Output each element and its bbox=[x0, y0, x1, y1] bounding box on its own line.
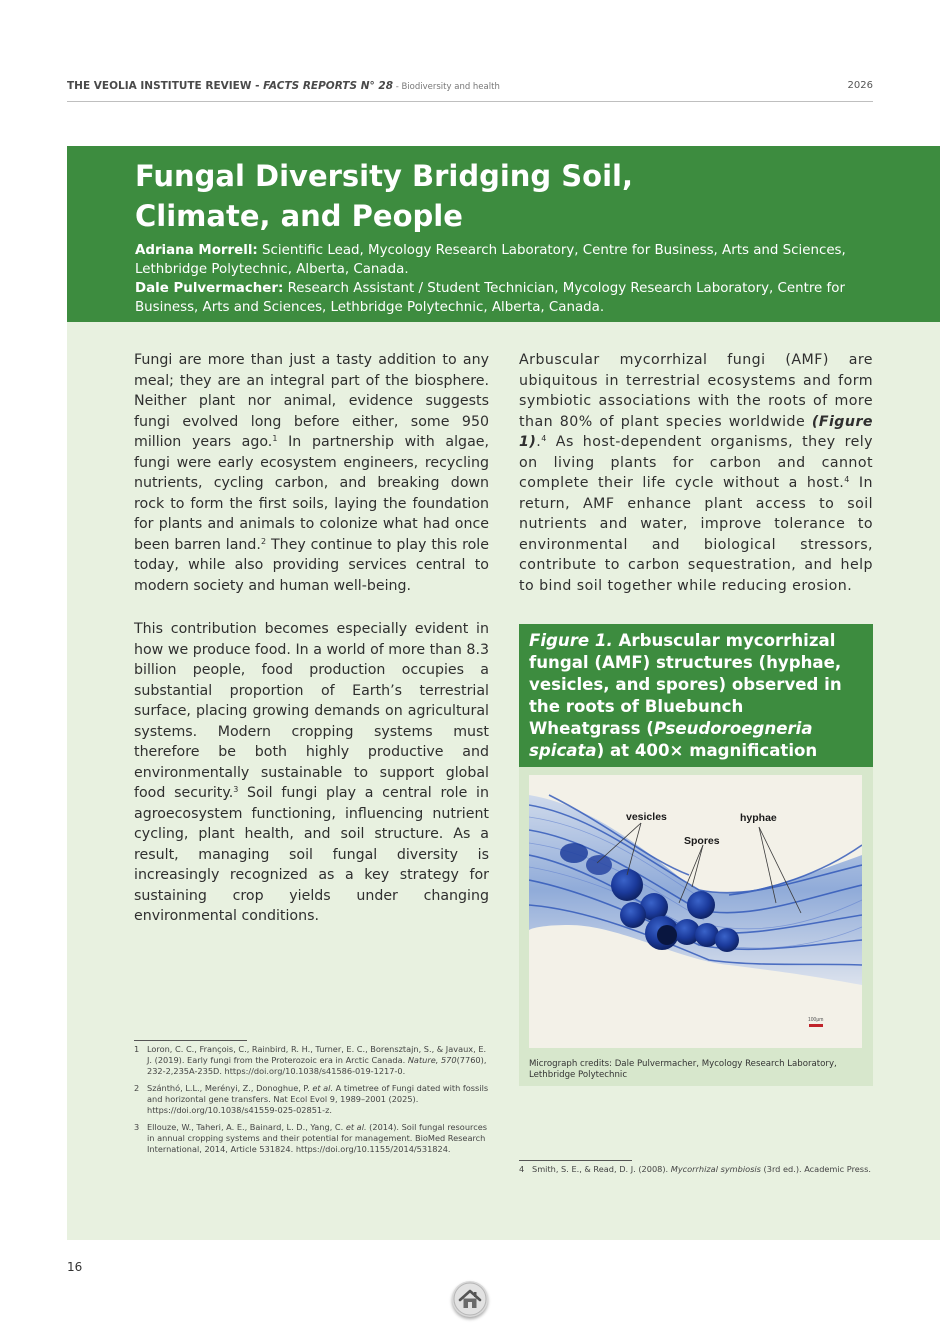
paragraph-3 bbox=[519, 350, 873, 596]
footnote-ref[interactable]: 2 bbox=[260, 536, 267, 546]
footnote-number: 2 bbox=[134, 1083, 140, 1093]
footnotes-left bbox=[134, 1044, 489, 1161]
figure-credit: Micrograph credits: Dale Pulvermacher, Mycology Research Laboratory, Lethbridge Polytechnic bbox=[529, 1059, 837, 1080]
author-affiliation: Research Assistant / Student Technician, Mycology Research Laboratory, Centre for Business, Arts and Sciences, Lethbridge Polytechnic, Alberta, Canada. bbox=[135, 281, 845, 315]
spores-label: Spores bbox=[684, 835, 720, 847]
footnote-italic: et al. bbox=[345, 1122, 367, 1132]
footnote-number: 4 bbox=[519, 1164, 525, 1174]
journal-name: THE VEOLIA INSTITUTE REVIEW - bbox=[67, 80, 264, 92]
footnotes-right bbox=[519, 1164, 879, 1181]
home-button[interactable] bbox=[452, 1281, 488, 1317]
p3-text-d: In return, AMF enhance plant access to soil nutrients and water, improve tolerance to environmental and biological stressors, contribute to carbon sequestration, and help to bind soil together while reducing erosion. bbox=[519, 475, 873, 594]
footnote-rule-left bbox=[134, 1040, 247, 1041]
author-entry bbox=[135, 279, 855, 317]
article-title bbox=[135, 156, 695, 236]
micrograph-image bbox=[529, 775, 862, 1048]
p2-text-b: Soil fungi play a central role in agroecosystem functioning, influencing nutrient cycling, plant health, and soil structure. As a result, managing soil fungal diversity is increasingly recognized as a key strategy for sustaining crop yields under changing environmental conditions. bbox=[134, 785, 489, 924]
caption-text-a: Arbuscular mycorrhizal fungal (AMF) structures (hyphae, vesicles, and spores) observed in the roots of Bluebunch Wheatgrass ( bbox=[529, 631, 842, 738]
header-year: 2026 bbox=[847, 80, 873, 91]
scale-bar bbox=[809, 1024, 823, 1027]
footnote-text: Smith, S. E., & Read, D. J. (2008). bbox=[532, 1164, 671, 1174]
figure-1 bbox=[519, 624, 873, 1086]
p1-text-b: In partnership with algae, fungi were early ecosystem engineers, recycling nutrients, cycling carbon, and breaking down rock to form the first soils, laying the foundation for plants and animals to colonize what had once been barren land. bbox=[134, 434, 489, 553]
figure-label: Figure 1. bbox=[529, 631, 613, 650]
page-number: 16 bbox=[67, 1260, 83, 1274]
paragraph-1 bbox=[134, 350, 489, 596]
p1-text-c: They continue to play this role today, while also providing services central to modern society and human well-being. bbox=[134, 536, 489, 594]
micrograph-illustration bbox=[529, 775, 862, 1048]
footnote-item bbox=[519, 1164, 879, 1175]
section-name: - Biodiversity and health bbox=[393, 82, 500, 92]
footnote-text: Loron, C. C., François, C., Rainbird, R. H., Turner, E. C., Borensztajn, S., & Javaux, E. J. (2019). Early fungi from the Proterozoic era in Arctic Canada. bbox=[147, 1044, 487, 1065]
series-name: FACTS REPORTS N° 28 bbox=[263, 80, 393, 92]
footnote-text: (7760), 232-2,235A-235D. https://doi.org/10.1038/s41586-019-1217-0. bbox=[147, 1055, 487, 1076]
home-icon bbox=[452, 1281, 488, 1317]
footnote-ref[interactable]: 4 bbox=[541, 434, 547, 443]
footnote-text: (3rd ed.). Academic Press. bbox=[760, 1164, 871, 1174]
p3-period: . bbox=[536, 434, 542, 450]
author-affiliation: Scientific Lead, Mycology Research Laboratory, Centre for Business, Arts and Sciences, Lethbridge Polytechnic, Alberta, Canada. bbox=[135, 243, 846, 277]
p1-text-a: Fungi are more than just a tasty addition to any meal; they are an integral part of the biosphere. Neither plant nor animal, evidence suggests fungi evolved long before either, some 950 million years ago. bbox=[134, 352, 489, 450]
footnote-text: A timetree of Fungi dated with fossils and horizontal gene transfers. Nat Ecol Evol 9, 1989–2001 (2025). https://doi.org/10.1038/s41559-025-02851-z. bbox=[147, 1083, 489, 1115]
author-list bbox=[135, 241, 855, 317]
author-name: Adriana Morrell: bbox=[135, 243, 258, 258]
author-name: Dale Pulvermacher: bbox=[135, 281, 284, 296]
species-name: Pseudoroegneria spicata bbox=[529, 719, 813, 760]
caption-text-b: ) at 400× magnification bbox=[596, 741, 818, 760]
footnote-text: (2014). Soil fungal resources in annual cropping systems and their potential for management. BioMed Research International, 2014, Article 531824. https://doi.org/10.1155/2014/531824. bbox=[147, 1122, 487, 1154]
figure-reference-link[interactable]: (Figure 1) bbox=[519, 413, 873, 450]
vesicles-label: vesicles bbox=[626, 811, 667, 823]
footnote-ref[interactable]: 4 bbox=[844, 475, 850, 484]
footnote-ref[interactable]: 3 bbox=[233, 785, 239, 794]
footnote-item bbox=[134, 1083, 489, 1116]
p3-text-a: Arbuscular mycorrhizal fungi (AMF) are ubiquitous in terrestrial ecosystems and form symbiotic associations with the roots of more than 80% of plant species worldwide bbox=[519, 352, 873, 430]
scale-bar-label: 100μm bbox=[808, 1017, 824, 1023]
footnote-rule-right bbox=[519, 1160, 632, 1161]
author-entry bbox=[135, 241, 855, 279]
footnote-text: Ellouze, W., Taheri, A. E., Bainard, L. D., Yang, C. bbox=[147, 1122, 346, 1132]
title-line-1: Fungal Diversity Bridging Soil, bbox=[135, 159, 633, 193]
title-line-2: Climate, and People bbox=[135, 199, 463, 233]
footnote-ref[interactable]: 1 bbox=[272, 434, 278, 443]
figure-caption-banner bbox=[519, 624, 873, 767]
footnote-italic: Nature, 570 bbox=[407, 1055, 457, 1065]
p3-text-c: As host-dependent organisms, they rely on living plants for carbon and cannot complete their life cycle without a host. bbox=[519, 434, 873, 491]
paragraph-2 bbox=[134, 619, 489, 927]
footnote-text: Szánthó, L.L., Merényi, Z., Donoghue, P. bbox=[147, 1083, 313, 1093]
footnote-italic: et al. bbox=[312, 1083, 334, 1093]
hyphae-label: hyphae bbox=[740, 812, 777, 824]
header-left bbox=[67, 80, 500, 92]
figure-caption bbox=[529, 630, 859, 762]
footnote-number: 1 bbox=[134, 1044, 140, 1054]
title-banner bbox=[67, 146, 940, 322]
p2-text-a: This contribution becomes especially evident in how we produce food. In a world of more than 8.3 billion people, food production occupies a substantial proportion of Earth’s terrestrial surface, placing growing demands on agricultural systems. Modern cropping systems must therefore be both highly productive and environmentally sustainable to support global food security. bbox=[134, 621, 489, 801]
footnote-item bbox=[134, 1122, 489, 1155]
footnote-italic: Mycorrhizal symbiosis bbox=[670, 1164, 761, 1174]
footnote-item bbox=[134, 1044, 489, 1077]
running-header bbox=[67, 79, 873, 102]
footnote-number: 3 bbox=[134, 1122, 140, 1132]
